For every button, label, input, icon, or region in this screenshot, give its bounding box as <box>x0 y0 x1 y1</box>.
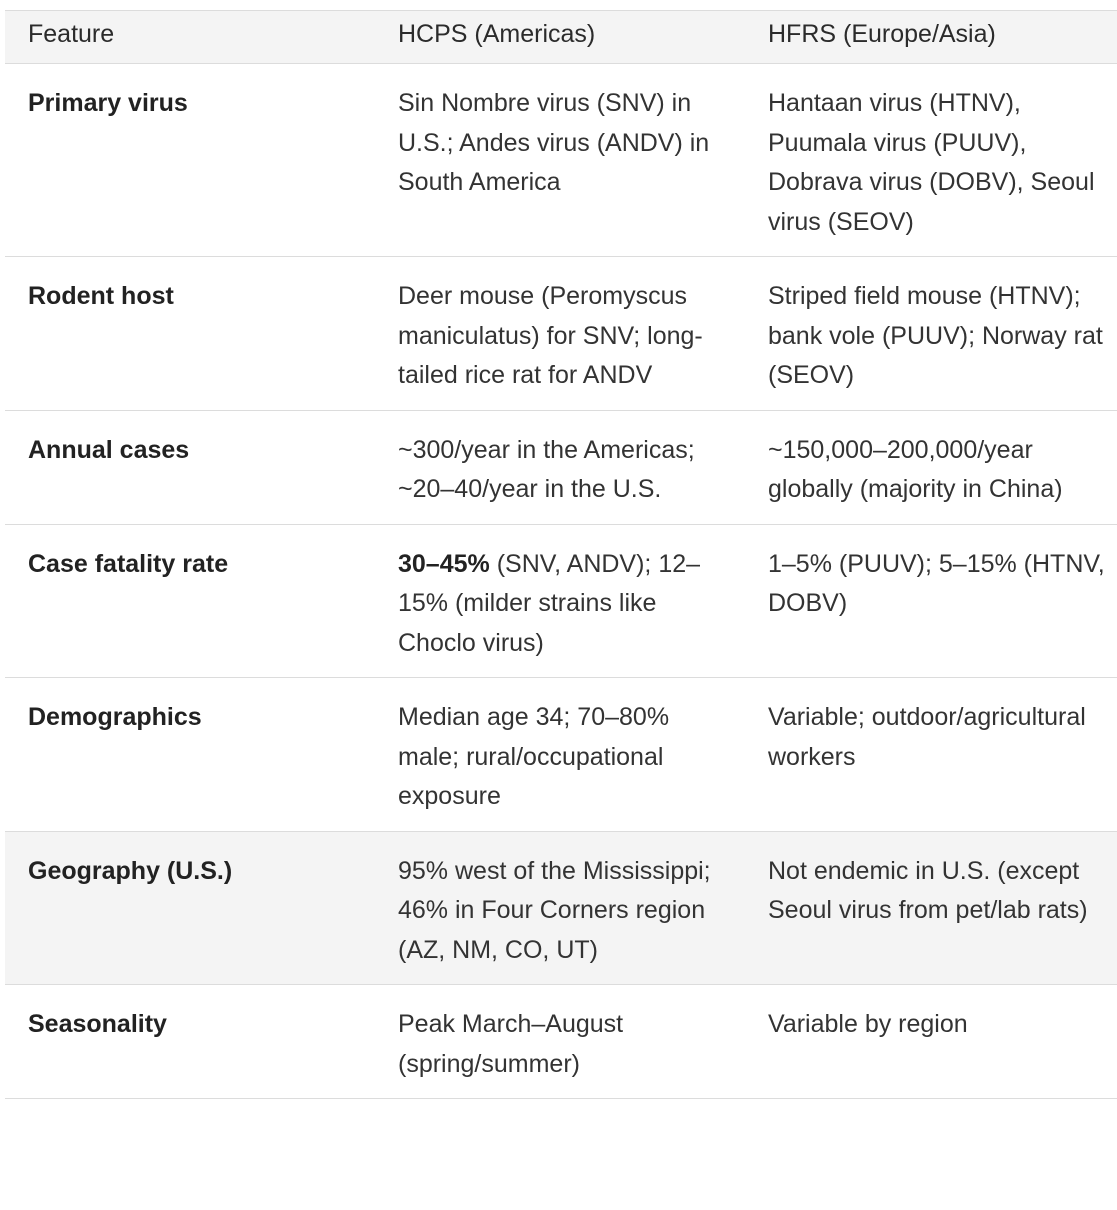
hcps-cell: Deer mouse (Peromyscus maniculatus) for SNV; long-tailed rice rat for ANDV <box>375 257 745 411</box>
hfrs-cell: ~150,000–200,000/year globally (majority in China) <box>745 410 1117 524</box>
hcps-cell: 95% west of the Mississippi; 46% in Four Corners region (AZ, NM, CO, UT) <box>375 831 745 985</box>
feature-cell: Case fatality rate <box>5 524 375 678</box>
hfrs-cell: Hantaan virus (HTNV), Puumala virus (PUUV), Dobrava virus (DOBV), Seoul virus (SEOV) <box>745 64 1117 257</box>
table-row <box>5 257 1117 411</box>
comparison-table-container <box>5 10 1117 1099</box>
column-header-label: HCPS (Americas) <box>398 20 596 48</box>
table-row <box>5 64 1117 257</box>
feature-cell: Primary virus <box>5 64 375 257</box>
table-row <box>5 410 1117 524</box>
feature-cell: Geography (U.S.) <box>5 831 375 985</box>
hcps-emphasis: 30–45% <box>398 549 490 578</box>
feature-cell: Seasonality <box>5 985 375 1099</box>
hcps-cell-text: (SNV, ANDV); 12–15% (milder strains like Choclo virus) <box>398 549 701 657</box>
hcps-cell: Median age 34; 70–80% male; rural/occupational exposure <box>375 678 745 832</box>
hcps-cell: Peak March–August (spring/summer) <box>375 985 745 1099</box>
table-row <box>5 524 1117 678</box>
feature-cell: Annual cases <box>5 410 375 524</box>
hfrs-cell: 1–5% (PUUV); 5–15% (HTNV, DOBV) <box>745 524 1117 678</box>
hfrs-cell: Striped field mouse (HTNV); bank vole (PUUV); Norway rat (SEOV) <box>745 257 1117 411</box>
hfrs-cell: Variable by region <box>745 985 1117 1099</box>
column-header-hcps <box>375 11 745 64</box>
table-row <box>5 831 1117 985</box>
hcps-cell: Sin Nombre virus (SNV) in U.S.; Andes virus (ANDV) in South America <box>375 64 745 257</box>
feature-cell: Demographics <box>5 678 375 832</box>
header-row <box>5 11 1117 64</box>
hcps-cell: ~300/year in the Americas; ~20–40/year in the U.S. <box>375 410 745 524</box>
table-header <box>5 11 1117 64</box>
column-header-hfrs <box>745 11 1117 64</box>
column-header-label: HFRS (Europe/Asia) <box>768 20 996 48</box>
column-header-label: Feature <box>28 20 115 48</box>
column-header-feature <box>5 11 375 64</box>
hfrs-cell: Variable; outdoor/agricultural workers <box>745 678 1117 832</box>
hcps-cell <box>375 524 745 678</box>
table-row <box>5 985 1117 1099</box>
table-row <box>5 678 1117 832</box>
hfrs-cell: Not endemic in U.S. (except Seoul virus from pet/lab rats) <box>745 831 1117 985</box>
feature-cell: Rodent host <box>5 257 375 411</box>
comparison-table <box>5 11 1117 1099</box>
table-body <box>5 64 1117 1099</box>
